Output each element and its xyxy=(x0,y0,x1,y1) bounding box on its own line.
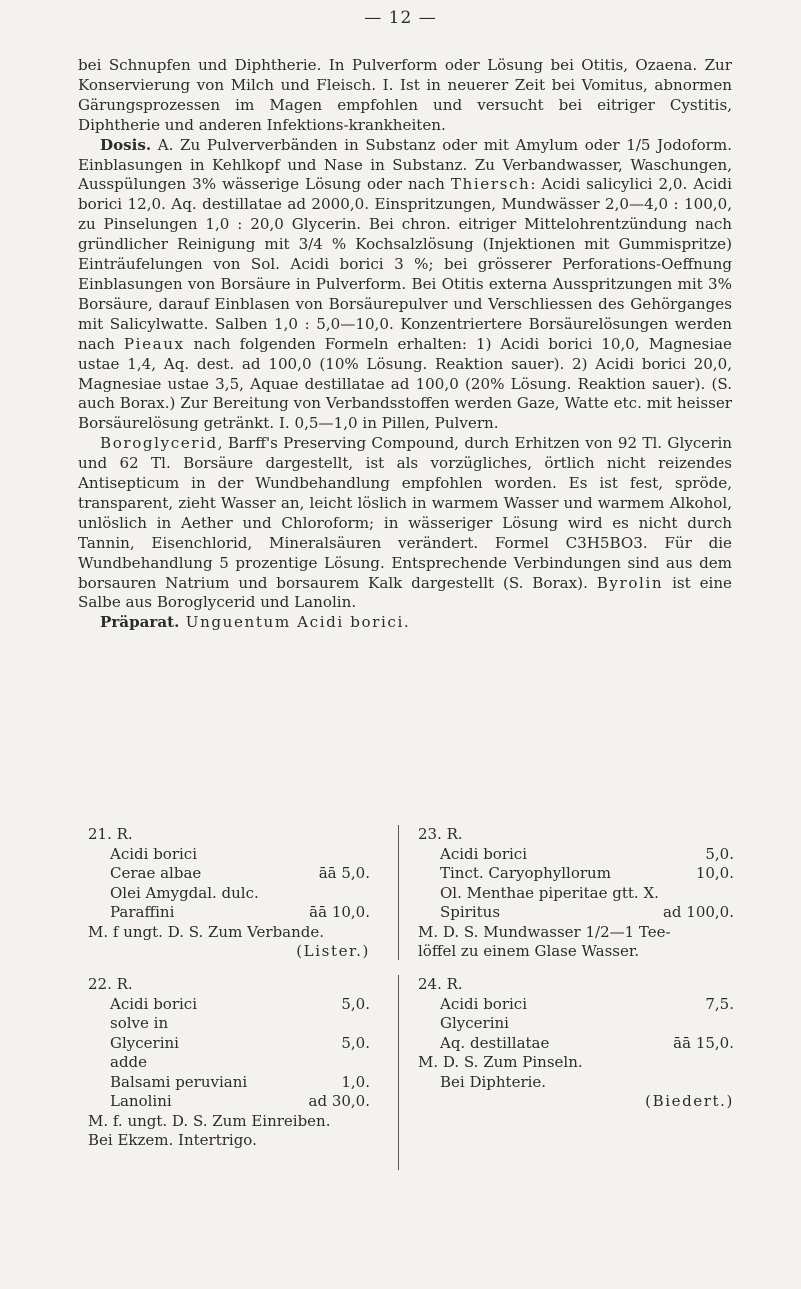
amount: 1,0. xyxy=(341,1072,370,1091)
recipe-line: Ol. Menthae piperitae gtt. X. xyxy=(440,883,659,902)
recipe-author xyxy=(418,1092,734,1112)
amount: āā 15,0. xyxy=(673,1033,734,1052)
paragraph-1: bei Schnupfen und Diphtherie. In Pulverform oder Lösung bei Otitis, Ozaena. Zur Konservierung von Milch und Fleisch. I. Ist in neuerer Zeit bei Vomitus, abnormen Gärungsprozessen im Magen empfohlen und versucht bei eitriger Cystitis, Diphtherie und anderen Infektions-krankheiten. xyxy=(78,56,732,134)
column-divider-top xyxy=(398,825,399,960)
amount: ad 30,0. xyxy=(308,1092,370,1110)
recipe-head: 23. R. xyxy=(418,825,463,843)
recipe-line xyxy=(88,1034,370,1054)
amount: ad 100,0. xyxy=(662,903,734,921)
author-thiersch: Thiersch xyxy=(450,175,531,194)
recipe-line xyxy=(418,903,734,923)
ingredient: Lanolini xyxy=(110,1092,172,1110)
author: (Lister.) xyxy=(296,942,370,960)
recipe-24 xyxy=(418,975,734,1112)
recipe-signature: M. D. S. Zum Pinseln. xyxy=(418,1053,583,1071)
recipe-head: 22. R. xyxy=(88,975,133,993)
paragraph-boroglycerid xyxy=(78,434,732,613)
recipe-signature: löffel zu einem Glase Wasser. xyxy=(418,942,640,960)
ingredient: Acidi borici xyxy=(440,844,527,863)
amount: 5,0. xyxy=(341,994,370,1013)
amount: āā 5,0. xyxy=(318,864,370,882)
recipe-line: Olei Amygdal. dulc. xyxy=(110,883,259,902)
boroglycerid-text-b: ist eine Salbe aus Boroglycerid und Lanolin. xyxy=(78,573,732,612)
recipe-line xyxy=(88,1073,370,1093)
recipe-head: 24. R. xyxy=(418,975,463,993)
recipe-line xyxy=(418,864,734,884)
recipe-line xyxy=(418,995,734,1015)
amount: 5,0. xyxy=(705,844,734,863)
ingredient: Aq. destillatae xyxy=(440,1033,550,1052)
recipe-author xyxy=(88,942,370,962)
dosis-text-a: A. Zu Pulververbänden in Substanz oder mit Amylum oder 1/5 Jodoform. Einblasungen in Kehlkopf und Nase in Substanz. Zu Verbandwasser, Waschungen, Ausspülungen 3% wässerige Lösung oder nach xyxy=(78,135,732,194)
main-text xyxy=(78,56,732,633)
amount: 10,0. xyxy=(695,864,734,882)
column-divider-bottom xyxy=(398,975,399,1170)
recipe-22 xyxy=(88,975,370,1151)
recipe-line: Acidi borici xyxy=(110,844,197,863)
ingredient: Tinct. Caryophyllorum xyxy=(440,864,611,882)
recipe-signature: M. f. ungt. D. S. Zum Einreiben. xyxy=(88,1111,331,1130)
recipe-signature: M. D. S. Mundwasser 1/2—1 Tee- xyxy=(418,922,671,941)
term-byrolin: Byrolin xyxy=(596,573,664,592)
author: (Biedert.) xyxy=(645,1092,734,1110)
page-number: — 12 — xyxy=(364,8,437,28)
dosis-label: Dosis. xyxy=(100,135,152,154)
recipe-21 xyxy=(88,825,370,962)
dosis-text-b: : Acidi salicylici 2,0. Acidi borici 12,0. Aq. destillatae ad 2000,0. Einspritzungen, Mundwässer 2,0—4,0 : 100,0, zu Pinselungen 1,0 : 20,0 Glycerin. Bei chron. eitriger Mittelohrentzündung nach gründlicher Reinigung mit 3/4 % Kochsalzlösung (Injektionen mit Gummispritze) Einträufelungen von Sol. Acidi borici 3 %; bei grösserer Perforations-Oeffnung Einblasungen von Borsäure in Pulverform. Bei Otitis externa Ausspritzungen mit 3% Borsäure, darauf Einblasen von Borsäurepulver und Verschliessen des Gehörganges mit Salicylwatte. Salben 1,0 : 5,0—10,0. Konzentriertere Borsäurelösungen werden nach xyxy=(78,175,732,353)
recipe-line: adde xyxy=(110,1053,148,1071)
ingredient: Spiritus xyxy=(440,903,501,921)
recipe-23 xyxy=(418,825,734,962)
paragraph-dosis xyxy=(78,136,732,435)
recipe-line xyxy=(418,1034,734,1054)
amount: 7,5. xyxy=(705,994,734,1013)
recipe-line xyxy=(88,995,370,1015)
recipe-head: 21. R. xyxy=(88,825,133,843)
boroglycerid-text-a: , Barff's Preserving Compound, durch Erhitzen von 92 Tl. Glycerin und 62 Tl. Borsäure dargestellt, ist als vorzügliches, örtlich nicht reizendes Antisepticum in der Wundbehandlung empfohlen worden. Es ist fest, spröde, transparent, zieht Wasser an, leicht löslich in warmem Wasser und warmem Alkohol, unlöslich in Aether und Chloroform; in wässeriger Lösung wird es nicht durch Tannin, Eisenchlorid, Mineralsäuren verändert. Formel C3H5BO3. Für die Wundbehandlung 5 prozentige Lösung. Entsprechende Verbindungen sind aus dem borsauren Natrium und borsaurem Kalk dargestellt (S. Borax). xyxy=(78,434,732,592)
ingredient: Balsami peruviani xyxy=(110,1072,248,1091)
recipe-line: Glycerini xyxy=(440,1014,509,1032)
paragraph-praeparat xyxy=(78,613,732,633)
recipe-line xyxy=(88,1092,370,1112)
ingredient: Acidi borici xyxy=(440,994,527,1013)
amount: 5,0. xyxy=(341,1033,370,1052)
recipe-line xyxy=(418,845,734,865)
term-boroglycerid: Boroglycerid xyxy=(100,434,218,453)
dosis-text-c: nach folgenden Formeln erhalten: 1) Acidi borici 10,0, Magnesiae ustae 1,4, Aq. dest. ad 100,0 (10% Lösung. Reaktion sauer). 2) Acidi borici 20,0, Magnesiae ustae 3,5, Aquae destillatae ad 100,0 (20% Lösung. Reaktion sauer). (S. auch Borax.) Zur Bereitung von Verbandsstoffen werden Gaze, Watte etc. mit heisser Borsäurelösung getränkt. I. 0,5—1,0 in Pillen, Pulvern. xyxy=(78,334,732,433)
recipe-signature: Bei Diphterie. xyxy=(440,1072,547,1091)
ingredient: Acidi borici xyxy=(110,994,197,1013)
author-pieaux: Pieaux xyxy=(123,334,185,353)
recipe-signature: Bei Ekzem. Intertrigo. xyxy=(88,1131,257,1149)
recipe-line: solve in xyxy=(110,1014,169,1032)
ingredient: Paraffini xyxy=(110,903,175,921)
recipe-line xyxy=(88,903,370,923)
ingredient: Cerae albae xyxy=(110,864,202,882)
praeparat-text: Unguentum Acidi borici. xyxy=(179,613,411,632)
praeparat-label: Präparat. xyxy=(100,613,180,632)
ingredient: Glycerini xyxy=(110,1033,179,1052)
recipe-signature: M. f ungt. D. S. Zum Verbande. xyxy=(88,922,325,941)
recipe-line xyxy=(88,864,370,884)
amount: āā 10,0. xyxy=(309,903,370,921)
